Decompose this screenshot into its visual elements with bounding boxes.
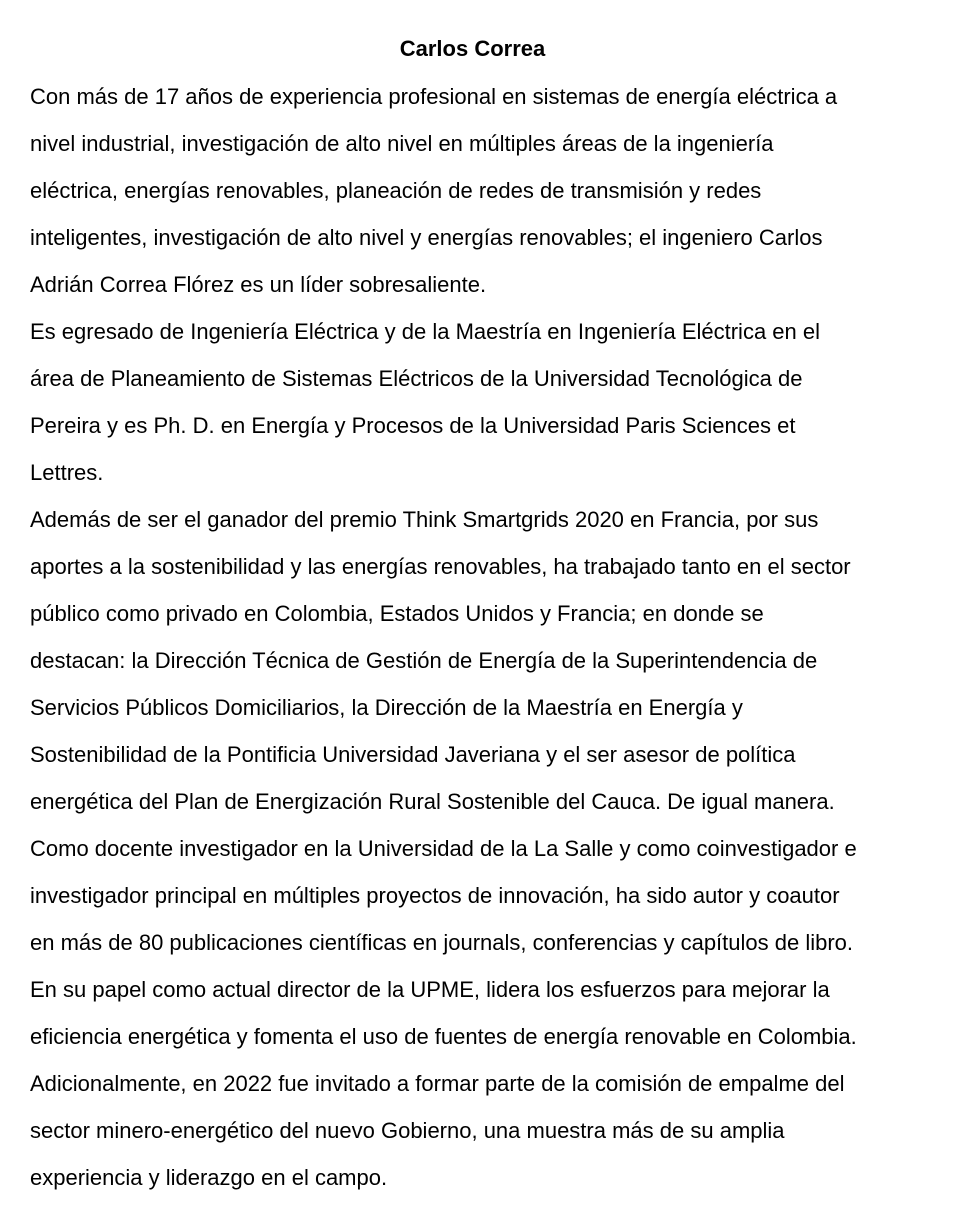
paragraph-line: nivel industrial, investigación de alto nivel en múltiples áreas de la ingeniería: [30, 131, 774, 156]
paragraph-line: Lettres.: [30, 460, 104, 485]
paragraph-line: área de Planeamiento de Sistemas Eléctricos de la Universidad Tecnológica de: [30, 366, 803, 391]
paragraph-line: Servicios Públicos Domiciliarios, la Dirección de la Maestría en Energía y: [30, 695, 743, 720]
body-paragraph: [30, 308, 945, 496]
paragraph-line: Sostenibilidad de la Pontificia Universidad Javeriana y el ser asesor de política: [30, 742, 796, 767]
paragraph-line: investigador principal en múltiples proyectos de innovación, ha sido autor y coautor: [30, 883, 840, 908]
paragraph-line: experiencia y liderazgo en el campo.: [30, 1165, 388, 1190]
paragraph-line: público como privado en Colombia, Estados Unidos y Francia; en donde se: [30, 601, 764, 626]
paragraph-line: Es egresado de Ingeniería Eléctrica y de la Maestría en Ingeniería Eléctrica en el: [30, 319, 821, 344]
paragraph-line: Adrián Correa Flórez es un líder sobresaliente.: [30, 272, 487, 297]
paragraph-line: en más de 80 publicaciones científicas en journals, conferencias y capítulos de libro.: [30, 930, 854, 955]
paragraph-line: energética del Plan de Energización Rural Sostenible del Cauca. De igual manera.: [30, 789, 835, 814]
document-page: [30, 0, 945, 1201]
body-paragraph: [30, 966, 945, 1060]
document-body: [30, 73, 945, 1201]
body-paragraph: [30, 73, 945, 308]
paragraph-line: aportes a la sostenibilidad y las energías renovables, ha trabajado tanto en el sector: [30, 554, 851, 579]
paragraph-line: Adicionalmente, en 2022 fue invitado a formar parte de la comisión de empalme del: [30, 1071, 845, 1096]
document-title: Carlos Correa: [399, 36, 546, 61]
paragraph-line: destacan: la Dirección Técnica de Gestión de Energía de la Superintendencia de: [30, 648, 818, 673]
body-paragraph: [30, 825, 945, 966]
paragraph-line: Además de ser el ganador del premio Think Smartgrids 2020 en Francia, por sus: [30, 507, 819, 532]
paragraph-line: sector minero-energético del nuevo Gobierno, una muestra más de su amplia: [30, 1118, 785, 1143]
paragraph-line: inteligentes, investigación de alto nivel y energías renovables; el ingeniero Carlos: [30, 225, 823, 250]
body-paragraph: [30, 1060, 945, 1201]
paragraph-line: Pereira y es Ph. D. en Energía y Procesos de la Universidad Paris Sciences et: [30, 413, 796, 438]
paragraph-line: Como docente investigador en la Universidad de la La Salle y como coinvestigador e: [30, 836, 857, 861]
paragraph-line: En su papel como actual director de la UPME, lidera los esfuerzos para mejorar la: [30, 977, 830, 1002]
paragraph-line: eficiencia energética y fomenta el uso de fuentes de energía renovable en Colombia.: [30, 1024, 857, 1049]
paragraph-line: eléctrica, energías renovables, planeación de redes de transmisión y redes: [30, 178, 762, 203]
body-paragraph: [30, 496, 945, 825]
paragraph-line: Con más de 17 años de experiencia profesional en sistemas de energía eléctrica a: [30, 84, 838, 109]
